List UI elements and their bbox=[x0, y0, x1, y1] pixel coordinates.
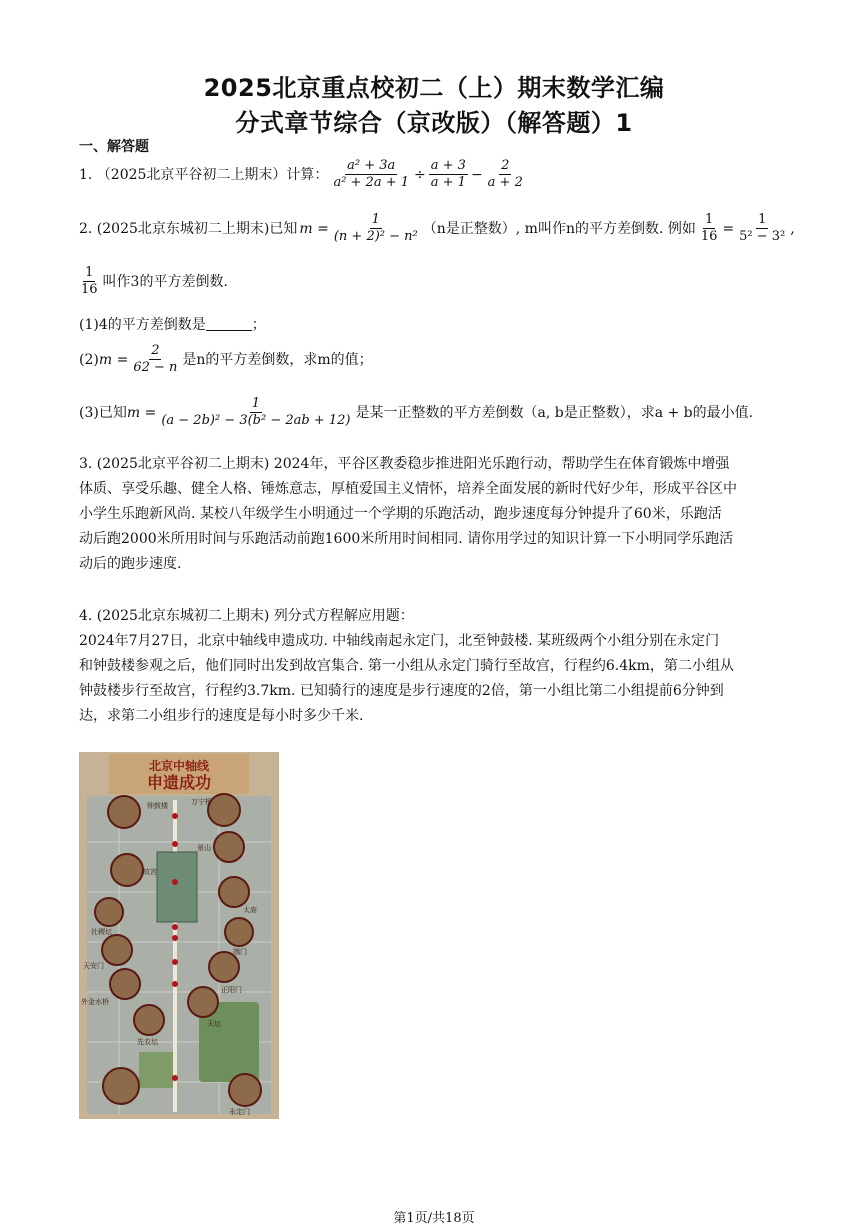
q2-ex2-numerator: 1 bbox=[758, 212, 767, 227]
q2-sub3-numerator: 1 bbox=[251, 396, 261, 411]
q3-line: 动后的跑步速度. bbox=[79, 556, 182, 572]
q2-line2-fraction bbox=[79, 265, 100, 298]
question-2 bbox=[79, 212, 795, 245]
q2-sub2-numerator: 2 bbox=[151, 343, 160, 358]
q2-def-numerator: 1 bbox=[371, 212, 380, 227]
q2-line2-denominator: 16 bbox=[81, 282, 98, 297]
map-label: 万宁桥 bbox=[191, 798, 212, 806]
q2-sub3-text: 是某一正整数的平方差倒数（a, b是正整数），求a + b的最小值. bbox=[355, 404, 754, 421]
page-number: 第1页/共18页 bbox=[393, 1211, 475, 1226]
q4-line: 钟鼓楼步行至故宫，行程约3.7km. 已知骑行的速度是步行速度的2倍，第一小组比第二小组提前6分钟到 bbox=[79, 683, 724, 699]
map-label: 社稷坛 bbox=[91, 928, 112, 936]
q3-line: 动后跑2000米所用时间与乐跑活动前跑1600米所用时间相同. 请你用学过的知识计算一下小明同学乐跑活 bbox=[79, 531, 734, 547]
q1-f2-denominator: a + 1 bbox=[430, 175, 466, 190]
map-label: 永定门 bbox=[229, 1108, 250, 1116]
q2-m-equals: m = bbox=[299, 220, 329, 237]
q2-sub3-fraction bbox=[159, 396, 352, 429]
q2-sub-question-2 bbox=[79, 343, 373, 376]
map-label: 外金水桥 bbox=[81, 998, 109, 1006]
question-3 bbox=[79, 452, 737, 577]
q3-line: 小学生乐跑新风尚. 某校八年级学生小明通过一个学期的乐跑活动，跑步速度每分钟提升了60米，乐跑活 bbox=[79, 506, 722, 522]
map-title-2: 申遗成功 bbox=[146, 773, 212, 792]
q2-line2-text: 叫作3的平方差倒数. bbox=[102, 273, 228, 290]
q2-sub2-fraction bbox=[131, 343, 179, 376]
q2-sub1-end: ； bbox=[251, 317, 266, 333]
q2-sub3-denominator: (a − 2b)² − 3(b² − 2ab + 12) bbox=[161, 413, 351, 428]
q1-operator-minus: − bbox=[470, 166, 483, 183]
q1-fraction-3 bbox=[486, 158, 525, 191]
map-label: 景山 bbox=[197, 844, 211, 852]
q1-fraction-2 bbox=[429, 158, 468, 191]
q2-definition-fraction bbox=[332, 212, 420, 245]
page-subtitle: 分式章节综合（京改版）（解答题）1 bbox=[235, 109, 633, 137]
q2-def-denominator: (n + 2)² − n² bbox=[333, 229, 418, 244]
question-4 bbox=[79, 604, 734, 729]
question-1 bbox=[79, 158, 528, 191]
q2-sub-question-1 bbox=[79, 315, 266, 335]
q2-sub2-m-equals: m = bbox=[98, 351, 129, 368]
map-label: 故宫 bbox=[143, 868, 157, 876]
q2-line2-numerator: 1 bbox=[85, 265, 94, 280]
q2-ex-denominator: 16 bbox=[700, 229, 718, 244]
q2-comma: , bbox=[790, 220, 795, 237]
answer-blank[interactable] bbox=[206, 316, 252, 331]
q2-example-fraction-2 bbox=[737, 212, 787, 245]
q3-line: 体质、享受乐趣、健全人格、锤炼意志，厚植爱国主义情怀，培养全面发展的新时代好少年，形成平谷区中 bbox=[79, 481, 737, 497]
map-label: 先农坛 bbox=[137, 1038, 158, 1046]
q2-mid-text: （n是正整数）, m叫作n的平方差倒数. 例如 bbox=[422, 220, 696, 237]
central-axis-map-image bbox=[79, 752, 279, 1119]
q4-line: 2024年7月27日，北京中轴线申遗成功. 中轴线南起永定门，北至钟鼓楼. 某班级两个小组分别在永定门 bbox=[79, 633, 720, 649]
q2-prefix: 2. (2025北京东城初二上期末)已知 bbox=[79, 220, 298, 237]
q4-line: 和钟鼓楼参观之后，他们同时出发到故宫集合. 第一小组从永定门骑行至故宫，行程约6.4km，第二小组从 bbox=[79, 658, 734, 674]
q2-equals: = bbox=[722, 220, 735, 237]
q2-sub2-text: 是n的平方差倒数，求m的值； bbox=[182, 351, 373, 368]
q1-f2-numerator: a + 3 bbox=[430, 158, 466, 173]
q2-ex-numerator: 1 bbox=[704, 212, 714, 227]
q1-operator-divide: ÷ bbox=[414, 166, 426, 183]
q2-sub3-m-equals: m = bbox=[126, 404, 157, 421]
q1-f1-denominator: a² + 2a + 1 bbox=[333, 175, 410, 190]
q1-f1-numerator: a² + 3a bbox=[347, 158, 396, 173]
q4-line: 4. (2025北京东城初二上期末) 列分式方程解应用题： bbox=[79, 608, 414, 624]
q2-sub2-denominator: 62 − n bbox=[133, 360, 178, 375]
q1-f3-denominator: a + 2 bbox=[487, 175, 523, 190]
q2-ex2-denominator: 5² − 3² bbox=[739, 229, 786, 244]
q4-line: 达，求第二小组步行的速度是每小时多少千米. bbox=[79, 708, 364, 724]
q1-fraction-1 bbox=[331, 158, 411, 191]
q1-prefix: 1. （2025北京平谷初二上期末）计算： bbox=[79, 166, 329, 183]
q2-sub1-text: (1)4的平方差倒数是 bbox=[79, 317, 206, 333]
map-title-1: 北京中轴线 bbox=[148, 759, 210, 773]
q2-sub3-prefix: (3)已知 bbox=[79, 404, 127, 421]
map-illustration bbox=[79, 752, 279, 1119]
q1-f3-numerator: 2 bbox=[501, 158, 510, 173]
q2-sub-question-3 bbox=[79, 396, 753, 429]
q2-line-2 bbox=[79, 265, 228, 298]
map-label: 天坛 bbox=[207, 1020, 221, 1028]
map-label: 天安门 bbox=[83, 962, 104, 970]
map-label: 端门 bbox=[233, 948, 247, 956]
map-label: 正阳门 bbox=[221, 986, 242, 994]
section-heading: 一、解答题 bbox=[79, 139, 149, 155]
page-title: 2025北京重点校初二（上）期末数学汇编 bbox=[203, 74, 665, 102]
q3-line: 3. (2025北京平谷初二上期末) 2024年，平谷区教委稳步推进阳光乐跑行动，帮助学生在体育锻炼中增强 bbox=[79, 456, 730, 472]
map-label: 钟鼓楼 bbox=[147, 802, 168, 810]
q2-example-fraction bbox=[699, 212, 720, 245]
q2-sub2-prefix: (2) bbox=[79, 351, 99, 368]
map-label: 太庙 bbox=[243, 906, 257, 914]
